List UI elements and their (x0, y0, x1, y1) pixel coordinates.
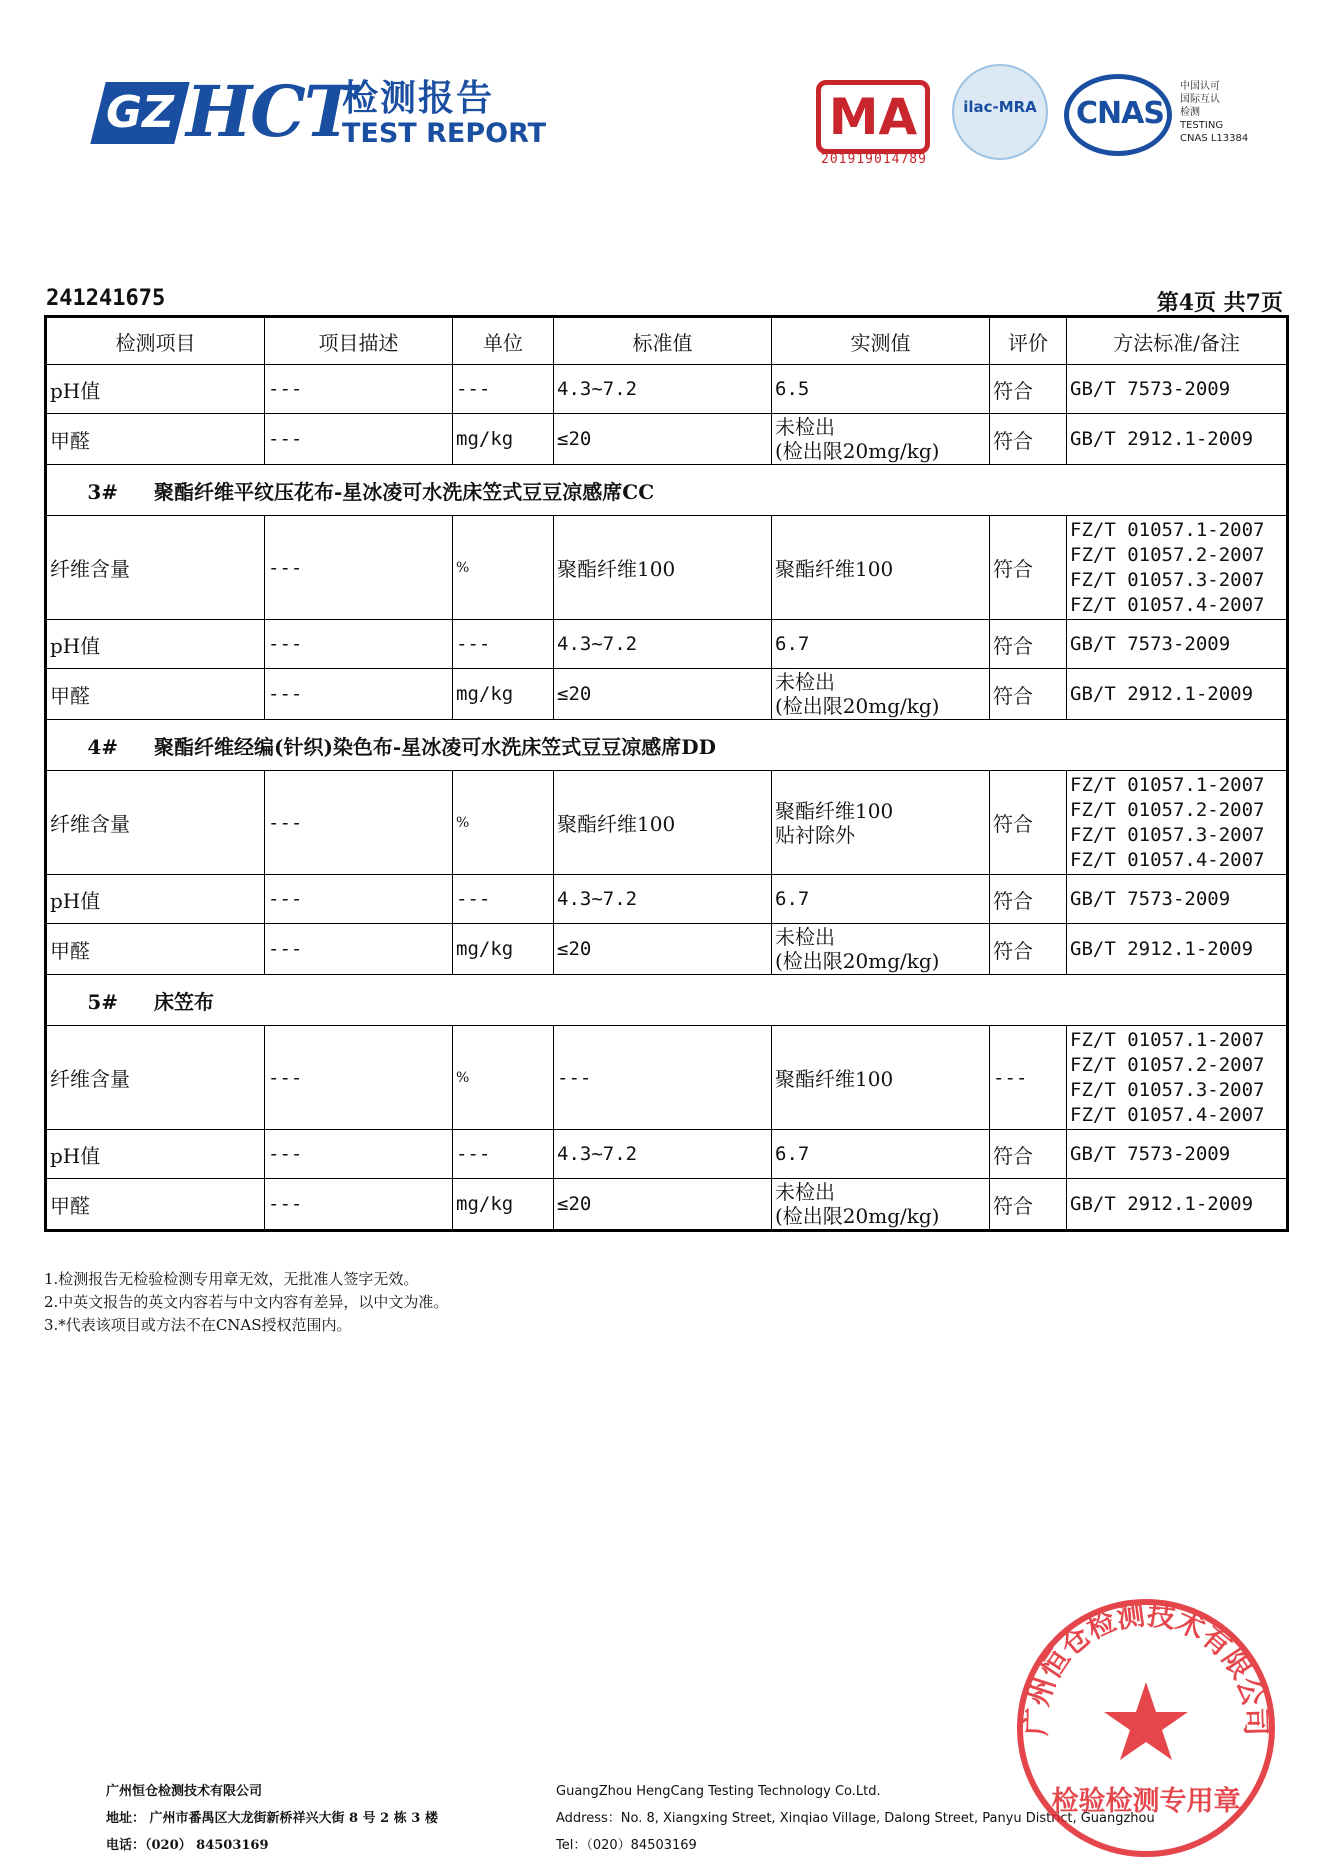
section-title: 聚酯纤维经编(针织)染色布-星冰凌可水洗床笠式豆豆凉感席DD (154, 734, 716, 759)
ilac-text: ilac-MRA (963, 98, 1037, 116)
logo-en-text: TEST REPORT (342, 118, 547, 149)
table-row: 纤维含量 --- % 聚酯纤维100 聚酯纤维100 符合 FZ/T 01057.1-2007 FZ/T 01057.2-2007 FZ/T 01057.3-2007 FZ/T 01057.4-2007 (46, 516, 1288, 620)
col-header: 单位 (453, 317, 554, 365)
seal-star-icon (1104, 1682, 1188, 1760)
hct-logo-text: HCT (186, 70, 354, 153)
note-item: 3.*代表该项目或方法不在CNAS授权范围内。 (44, 1316, 352, 1334)
footer-cn (106, 1778, 438, 1859)
hct-logo (98, 70, 547, 154)
section-number: 4# (87, 734, 118, 759)
results-table (44, 315, 1289, 1232)
table-row: pH值 --- --- 4.3~7.2 6.7 符合 GB/T 7573-2009 (46, 1130, 1288, 1179)
seal-top-text: 广州恒仓检测技术有限公司 (1019, 1598, 1273, 1737)
ilac-mra-logo (952, 64, 1048, 160)
section-row (46, 975, 1288, 1026)
col-header: 标准值 (554, 317, 772, 365)
table-header-row (46, 317, 1288, 365)
page-indicator: 第4页 共7页 (1156, 290, 1283, 316)
note-item: 1.检测报告无检验检测专用章无效，无批准人签字无效。 (44, 1270, 419, 1288)
logo-cn-text: 检测报告 (342, 78, 495, 119)
col-header: 方法标准/备注 (1067, 317, 1288, 365)
gz-logo-mark: GZ (90, 82, 189, 144)
inspection-seal (1014, 1596, 1278, 1860)
cnas-text: CNAS (1076, 96, 1164, 131)
note-item: 2.中英文报告的英文内容若与中文内容有差异，以中文为准。 (44, 1293, 449, 1311)
table-row: pH值 --- --- 4.3~7.2 6.7 符合 GB/T 7573-2009 (46, 620, 1288, 669)
section-number: 5# (87, 989, 118, 1014)
col-header: 实测值 (772, 317, 990, 365)
cnas-caption: 中国认可 国际互认 检测 TESTING CNAS L13384 (1180, 81, 1249, 144)
table-row: pH值 --- --- 4.3~7.2 6.7 符合 GB/T 7573-2009 (46, 875, 1288, 924)
report-number: 241241675 (46, 286, 166, 311)
table-row: 甲醛 --- mg/kg ≤20 未检出 (检出限20mg/kg) 符合 GB/T 2912.1-2009 (46, 669, 1288, 720)
footer-phone-cn: 电话：（020） 84503169 (106, 1838, 269, 1853)
section-title: 床笠布 (154, 989, 214, 1014)
cma-number: 201919014789 (821, 152, 927, 167)
section-row (46, 465, 1288, 516)
col-header: 项目描述 (265, 317, 453, 365)
table-row: 纤维含量 --- % 聚酯纤维100 聚酯纤维100 贴衬除外 符合 FZ/T 01057.1-2007 FZ/T 01057.2-2007 FZ/T 01057.3-2007 FZ/T 01057.4-2007 (46, 771, 1288, 875)
notes (44, 1268, 448, 1337)
footer-company-en: GuangZhou HengCang Testing Technology Co.Ltd. (556, 1784, 881, 1799)
section-number: 3# (87, 479, 118, 504)
col-header: 检测项目 (46, 317, 265, 365)
footer-address-en: Address：No. 8, Xiangxing Street, Xinqiao Village, Dalong Street, Panyu District, Guangzhou (556, 1811, 1155, 1826)
cnas-logo (1064, 74, 1176, 160)
table-row: 甲醛 --- mg/kg ≤20 未检出 (检出限20mg/kg) 符合 GB/T 2912.1-2009 (46, 1179, 1288, 1231)
footer-company-cn: 广州恒仓检测技术有限公司 (106, 1784, 263, 1799)
table-row: 甲醛 --- mg/kg ≤20 未检出 (检出限20mg/kg) 符合 GB/T 2912.1-2009 (46, 924, 1288, 975)
seal-bottom-text: 检验检测专用章 (1051, 1786, 1241, 1817)
section-title: 聚酯纤维平纹压花布-星冰凌可水洗床笠式豆豆凉感席CC (154, 479, 655, 504)
footer-phone-en: Tel：（020）84503169 (556, 1838, 697, 1853)
section-row (46, 720, 1288, 771)
cma-logo (812, 80, 928, 170)
cma-mark: MA (816, 80, 930, 154)
table-row: 甲醛 --- mg/kg ≤20 未检出 (检出限20mg/kg) 符合 GB/T 2912.1-2009 (46, 414, 1288, 465)
table-row: pH值 --- --- 4.3~7.2 6.5 符合 GB/T 7573-2009 (46, 365, 1288, 414)
col-header: 评价 (990, 317, 1067, 365)
table-row: 纤维含量 --- % --- 聚酯纤维100 --- FZ/T 01057.1-2007 FZ/T 01057.2-2007 FZ/T 01057.3-2007 FZ/T 01057.4-2007 (46, 1026, 1288, 1130)
footer-address-cn: 地址： 广州市番禺区大龙街新桥祥兴大街 8 号 2 栋 3 楼 (106, 1811, 438, 1826)
